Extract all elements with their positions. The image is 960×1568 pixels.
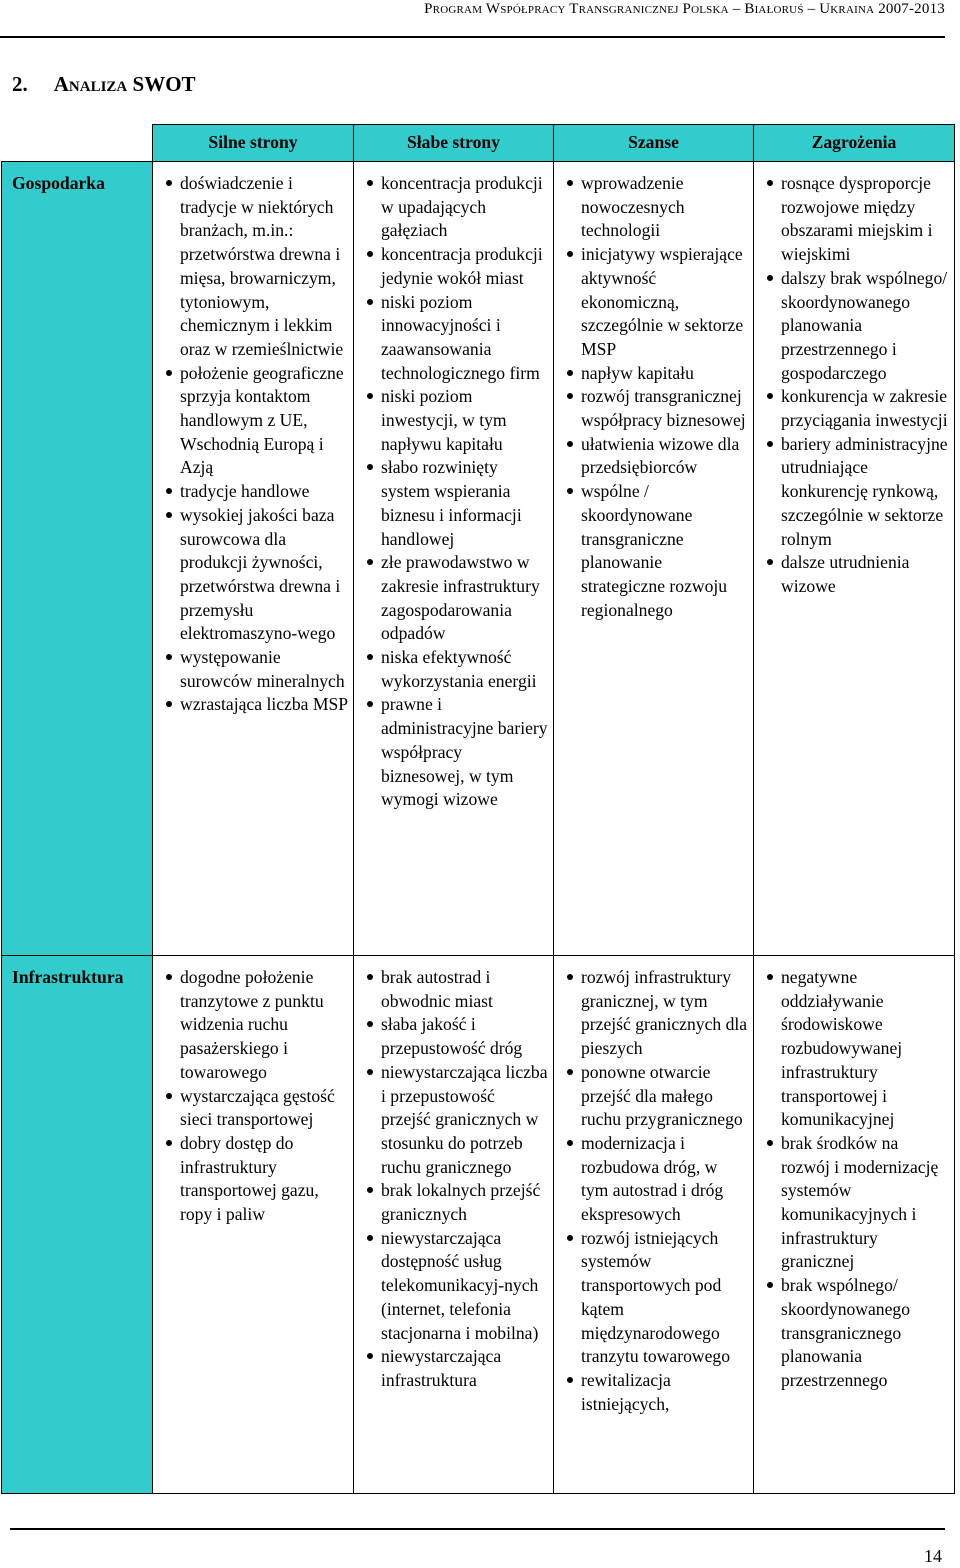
column-header-strengths: Silne strony <box>153 125 354 162</box>
list-item: położenie geograficzne sprzyja kontaktom handlowym z UE, Wschodnią Europą i Azją <box>159 362 349 481</box>
list-item: brak lokalnych przejść granicznych <box>360 1179 549 1226</box>
list-item: inicjatywy wspierające aktywność ekonomiczną, szczególnie w sektorze MSP <box>560 243 749 362</box>
list-item: tradycje handlowe <box>159 480 349 504</box>
list-item: napływ kapitału <box>560 362 749 386</box>
threats-cell <box>754 162 955 956</box>
threats-list <box>760 172 950 599</box>
column-header-opportunities: Szanse <box>554 125 754 162</box>
list-item: słaba jakość i przepustowość dróg <box>360 1013 549 1060</box>
list-item: dalsze utrudnienia wizowe <box>760 551 950 598</box>
opportunities-cell <box>554 956 754 1494</box>
list-item: wysokiej jakości baza surowcowa dla produkcji żywności, przetwórstwa drewna i przemysłu elektromaszyno-wego <box>159 504 349 646</box>
list-item: rosnące dysproporcje rozwojowe między obszarami miejskim i wiejskimi <box>760 172 950 267</box>
list-item: złe prawodawstwo w zakresie infrastruktury zagospodarowania odpadów <box>360 551 549 646</box>
list-item: ułatwienia wizowe dla przedsiębiorców <box>560 433 749 480</box>
list-item: wzrastająca liczba MSP <box>159 693 349 717</box>
section-heading <box>12 72 196 97</box>
list-item: brak środków na rozwój i modernizację systemów komunikacyjnych i infrastruktury granicznej <box>760 1132 950 1274</box>
row-header: Gospodarka <box>2 162 153 956</box>
opportunities-list <box>560 172 749 622</box>
list-item: rozwój infrastruktury granicznej, w tym przejść granicznych dla pieszych <box>560 966 749 1061</box>
opportunities-list <box>560 966 749 1416</box>
list-item: brak wspólnego/ skoordynowanego transgranicznego planowania przestrzennego <box>760 1274 950 1393</box>
strengths-list <box>159 966 349 1227</box>
list-item: niska efektywność wykorzystania energii <box>360 646 549 693</box>
list-item: modernizacja i rozbudowa dróg, w tym autostrad i dróg ekspresowych <box>560 1132 749 1227</box>
running-header: Program Współpracy Transgranicznej Polska – Białoruś – Ukraina 2007-2013 <box>0 0 945 38</box>
list-item: występowanie surowców mineralnych <box>159 646 349 693</box>
section-number: 2. <box>12 72 28 96</box>
list-item: dalszy brak wspólnego/ skoordynowanego planowania przestrzennego i gospodarczego <box>760 267 950 386</box>
weaknesses-list <box>360 172 549 812</box>
list-item: wspólne / skoordynowane transgraniczne planowanie strategiczne rozwoju regionalnego <box>560 480 749 622</box>
list-item: konkurencja w zakresie przyciągania inwestycji <box>760 385 950 432</box>
table-header-row <box>2 125 955 162</box>
list-item: wystarczająca gęstość sieci transportowej <box>159 1085 349 1132</box>
list-item: słabo rozwinięty system wspierania biznesu i informacji handlowej <box>360 456 549 551</box>
list-item: niski poziom innowacyjności i zaawansowania technologicznego firm <box>360 291 549 386</box>
list-item: negatywne oddziaływanie środowiskowe rozbudowywanej infrastruktury transportowej i komunikacyjnej <box>760 966 950 1132</box>
threats-cell <box>754 956 955 1494</box>
list-item: brak autostrad i obwodnic miast <box>360 966 549 1013</box>
weaknesses-list <box>360 966 549 1393</box>
section-title: Analiza SWOT <box>53 72 196 96</box>
weaknesses-cell <box>354 956 554 1494</box>
corner-cell <box>2 125 153 162</box>
list-item: niewystarczająca dostępność usług telekomunikacyj-nych (internet, telefonia stacjonarna i mobilna) <box>360 1227 549 1346</box>
column-header-threats: Zagrożenia <box>754 125 955 162</box>
list-item: prawne i administracyjne bariery współpracy biznesowej, w tym wymogi wizowe <box>360 693 549 812</box>
list-item: wprowadzenie nowoczesnych technologii <box>560 172 749 243</box>
weaknesses-cell <box>354 162 554 956</box>
list-item: niski poziom inwestycji, w tym napływu kapitału <box>360 385 549 456</box>
list-item: dobry dostęp do infrastruktury transportowej gazu, ropy i paliw <box>159 1132 349 1227</box>
opportunities-cell <box>554 162 754 956</box>
row-header: Infrastruktura <box>2 956 153 1494</box>
list-item: niewystarczająca liczba i przepustowość przejść granicznych w stosunku do potrzeb ruchu granicznego <box>360 1061 549 1180</box>
threats-list <box>760 966 950 1393</box>
list-item: doświadczenie i tradycje w niektórych branżach, m.in.: przetwórstwa drewna i mięsa, browarniczym, tytoniowym, chemicznym i lekkim oraz w rzemieślnictwie <box>159 172 349 362</box>
page-number: 14 <box>924 1546 942 1566</box>
list-item: bariery administracyjne utrudniające konkurencję rynkową, szczególnie w sektorze rolnym <box>760 433 950 552</box>
list-item: rozwój transgranicznej współpracy biznesowej <box>560 385 749 432</box>
list-item: ponowne otwarcie przejść dla małego ruchu przygranicznego <box>560 1061 749 1132</box>
list-item: rewitalizacja istniejących, <box>560 1369 749 1416</box>
list-item: rozwój istniejących systemów transportowych pod kątem międzynarodowego tranzytu towarowego <box>560 1227 749 1369</box>
strengths-cell <box>153 956 354 1494</box>
footer-rule <box>10 1528 945 1530</box>
strengths-list <box>159 172 349 717</box>
swot-table <box>1 124 955 1494</box>
list-item: niewystarczająca infrastruktura <box>360 1345 549 1392</box>
table-row <box>2 162 955 956</box>
list-item: koncentracja produkcji jedynie wokół miast <box>360 243 549 290</box>
table-row <box>2 956 955 1494</box>
strengths-cell <box>153 162 354 956</box>
list-item: koncentracja produkcji w upadających gałęziach <box>360 172 549 243</box>
list-item: dogodne położenie tranzytowe z punktu widzenia ruchu pasażerskiego i towarowego <box>159 966 349 1085</box>
column-header-weaknesses: Słabe strony <box>354 125 554 162</box>
